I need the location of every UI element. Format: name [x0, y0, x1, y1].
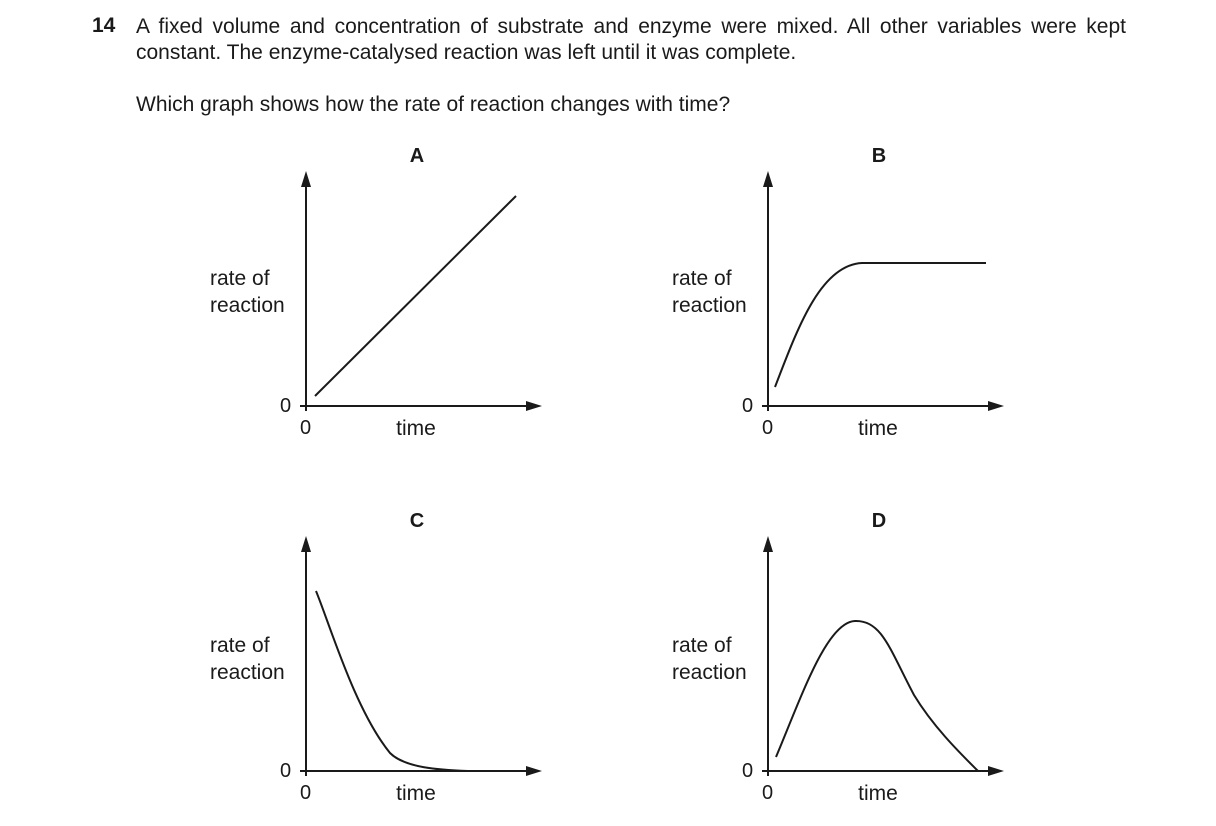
y-axis-arrow	[763, 536, 773, 552]
question-stem: A fixed volume and concentration of substrate and enzyme were mixed. All other variables were kept constant. The enzyme-catalysed reaction was left until it was complete.	[136, 15, 1126, 64]
y-axis-label-line2: reaction	[672, 661, 747, 684]
x-axis-arrow	[988, 766, 1004, 776]
y-axis-label-line2: reaction	[210, 661, 285, 684]
y-axis-label-line2: reaction	[210, 294, 285, 317]
graph-c-plot	[200, 510, 620, 810]
x-axis-label: time	[858, 782, 898, 805]
option-label: D	[871, 510, 887, 532]
rate-curve	[775, 263, 986, 387]
rate-curve	[316, 591, 468, 771]
y-axis-label-line2: reaction	[672, 294, 747, 317]
graph-a-plot	[200, 145, 620, 445]
x-zero-label: 0	[300, 417, 312, 439]
y-zero-label: 0	[280, 760, 292, 782]
graph-c	[200, 510, 620, 810]
y-zero-label: 0	[280, 395, 292, 417]
option-label: A	[409, 145, 425, 167]
graph-b	[662, 145, 1082, 445]
x-axis-arrow	[988, 401, 1004, 411]
y-axis-arrow	[301, 536, 311, 552]
rate-curve	[315, 196, 516, 396]
question-number: 14	[92, 14, 116, 37]
x-zero-label: 0	[300, 782, 312, 804]
graph-b-plot	[662, 145, 1082, 445]
y-axis-label-line1: rate of	[210, 267, 270, 290]
y-axis-label-line1: rate of	[672, 634, 732, 657]
x-axis-arrow	[526, 401, 542, 411]
y-zero-label: 0	[742, 760, 754, 782]
option-label: C	[409, 510, 425, 532]
graph-a	[200, 145, 620, 445]
x-zero-label: 0	[762, 782, 774, 804]
y-axis-label-line1: rate of	[210, 634, 270, 657]
x-axis-label: time	[396, 782, 436, 805]
graph-d-plot	[662, 510, 1082, 810]
option-label: B	[871, 145, 887, 167]
y-zero-label: 0	[742, 395, 754, 417]
x-zero-label: 0	[762, 417, 774, 439]
y-axis-label-line1: rate of	[672, 267, 732, 290]
rate-curve	[776, 621, 978, 771]
graph-d	[662, 510, 1082, 810]
x-axis-label: time	[396, 417, 436, 440]
x-axis-arrow	[526, 766, 542, 776]
x-axis-label: time	[858, 417, 898, 440]
y-axis-arrow	[301, 171, 311, 187]
question-prompt: Which graph shows how the rate of reaction changes with time?	[136, 93, 731, 116]
y-axis-arrow	[763, 171, 773, 187]
